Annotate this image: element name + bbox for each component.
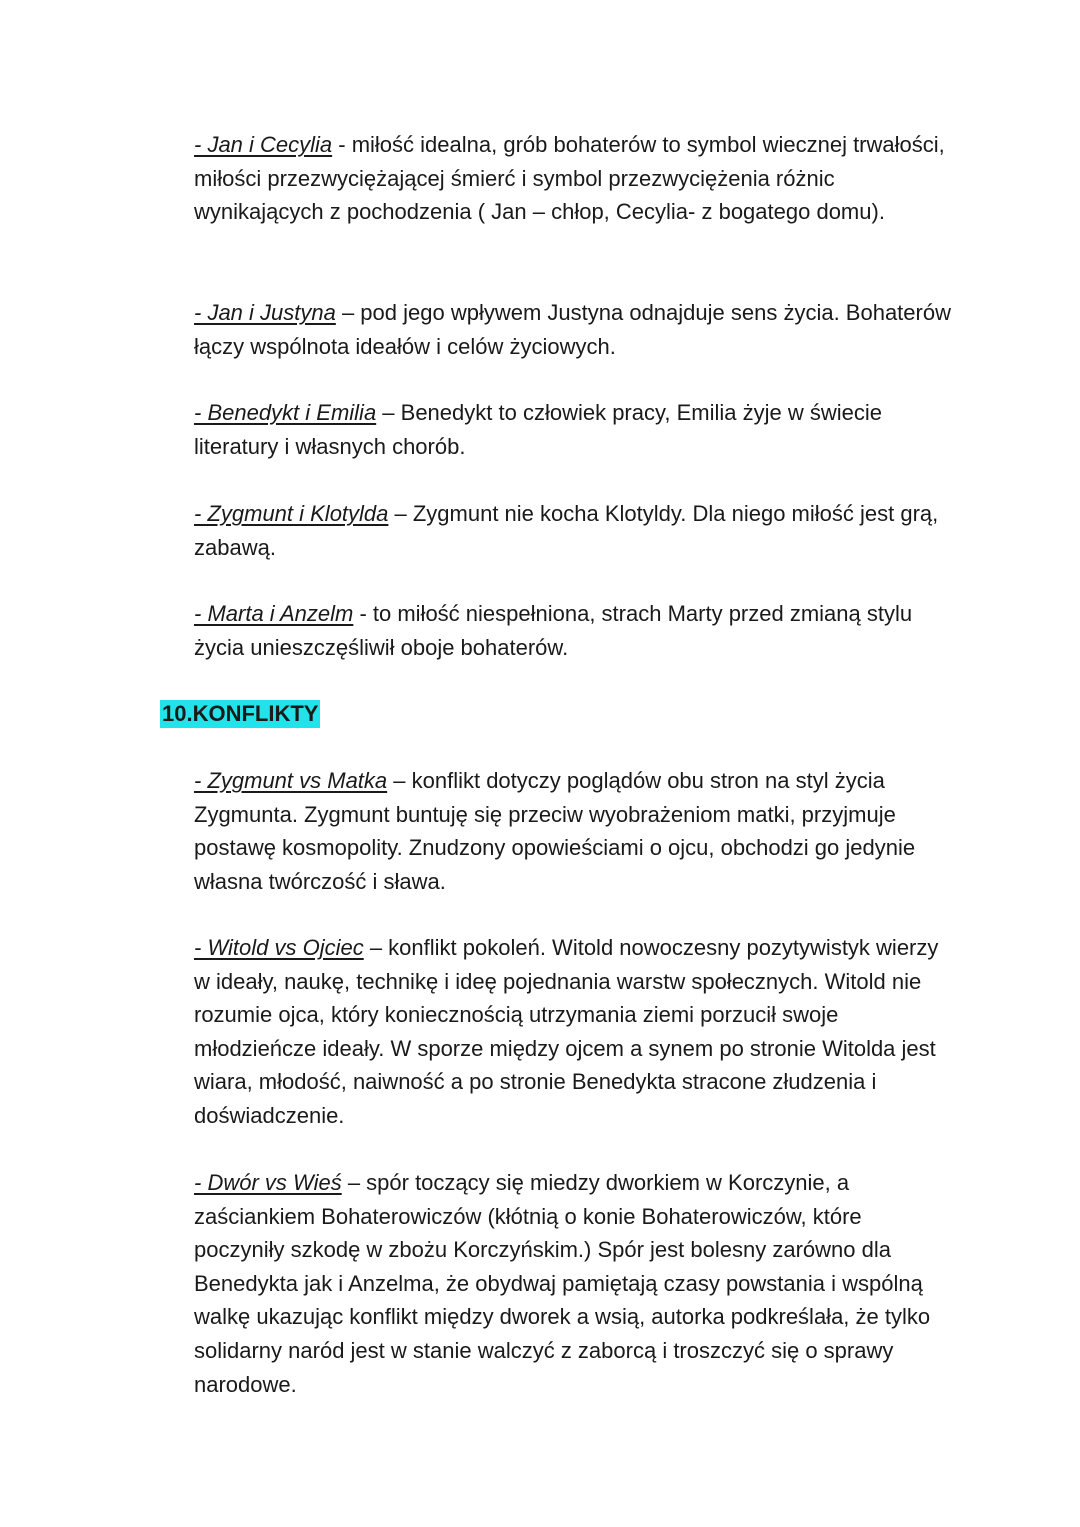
entry-text: – konflikt pokoleń. Witold nowoczesny pozytywistyk wierzy w ideały, naukę, technikę i ideę pojednania warstw społecznych. Witold nie rozumie ojca, który koniecznością utrzymania ziemi porzucił swoje młodzieńcze ideały. W sporze między ojcem a synem po stronie Witolda jest wiara, młodość, naiwność a po stronie Benedykta stracone złudzenia i doświadczenie. [194,935,939,1128]
entry-title: - Benedykt i Emilia [194,400,377,425]
entry-text: – Benedykt to człowiek pracy, Emilia żyje w świecie literatury i własnych chorób. [194,400,882,459]
entry-text: – spór toczący się miedzy dworkiem w Korczynie, a zaściankiem Bohaterowiczów (kłótnią o konie Bohaterowiczów, które poczyniły szkodę w zbożu Korczyńskim.) Spór jest bolesny zarówno dla Benedykta jak i Anzelma, że obydwaj pamiętają czasy powstania i wspólną walkę ukazując konflikt między dworek a wsią, autorka podkreślała, że tylko solidarny naród jest w stanie walczyć z zaborcą i troszczyć się o sprawy narodowe. [194,1170,931,1397]
conflict-entry-zygmunt-matka [194,764,954,898]
entry-title: - Zygmunt i Klotylda [194,501,389,526]
relationship-entry-benedykt-emilia [194,396,954,463]
relationship-entry-marta-anzelm [194,597,954,664]
entry-text: - miłość idealna, grób bohaterów to symbol wiecznej trwałości, miłości przezwyciężającej śmierć i symbol przezwyciężenia różnic wynikających z pochodzenia ( Jan – chłop, Cecylia- z bogatego domu). [194,132,945,225]
entry-text: – pod jego wpływem Justyna odnajduje sens życia. Bohaterów łączy wspólnota ideałów i celów życiowych. [194,300,951,359]
entry-title: - Witold vs Ojciec [194,935,364,960]
section-heading [160,697,320,730]
section-heading-text: 10.KONFLIKTY [162,701,319,726]
entry-title: - Jan i Justyna [194,300,336,325]
entry-text: - to miłość niespełniona, strach Marty przed zmianą stylu życia unieszczęśliwił oboje bohaterów. [194,601,913,660]
entry-text: – konflikt dotyczy poglądów obu stron na styl życia Zygmunta. Zygmunt buntuję się przeciw wyobrażeniom matki, przyjmuje postawę kosmopolity. Znudzony opowieściami o ojcu, obchodzi go jedynie własna twórczość i sława. [194,768,916,894]
entry-title: - Marta i Anzelm [194,601,354,626]
relationship-entry-zygmunt-klotylda [194,497,954,564]
entry-title: - Dwór vs Wieś [194,1170,342,1195]
conflict-entry-dwor-wies [194,1166,954,1401]
entry-text: – Zygmunt nie kocha Klotyldy. Dla niego miłość jest grą, zabawą. [194,501,939,560]
entry-title: - Zygmunt vs Matka [194,768,388,793]
relationship-entry-jan-justyna [194,296,954,363]
relationship-entry-jan-cecylia [194,128,954,229]
conflict-entry-witold-ojciec [194,931,954,1133]
entry-title: - Jan i Cecylia [194,132,333,157]
